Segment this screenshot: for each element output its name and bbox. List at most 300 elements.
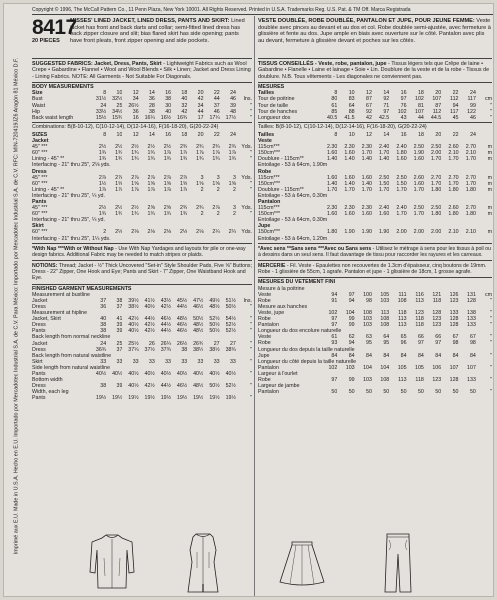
table-cell: 1.60 (344, 211, 355, 218)
table-cell: 84 (435, 352, 442, 359)
table-cell: 123 (432, 376, 442, 383)
table-cell: 133 (467, 322, 476, 329)
table-cell: 52½ (225, 322, 236, 329)
table-cell: 2.00 (430, 150, 442, 157)
row-label: Robe (258, 316, 271, 323)
row-label: Mesure aux hanches (258, 303, 308, 310)
table-row (32, 115, 252, 121)
table-row (258, 236, 492, 242)
table-cell: 1¾ (179, 211, 188, 218)
unit-cell: m (487, 205, 492, 212)
unit-cell: " (250, 346, 252, 353)
english-description (70, 18, 252, 44)
table-cell: 94 (348, 297, 355, 304)
table-cell: 38 (148, 108, 155, 115)
row-label: Pants (32, 328, 46, 335)
table-cell: 1.60 (344, 150, 355, 157)
row-label: Tour de taille (258, 102, 289, 109)
row-label: Entoilage - 53 à 64cm, 0.30m (258, 217, 328, 224)
table-cell: 1¾ (163, 156, 172, 163)
table-cell: 2 (200, 211, 204, 218)
row-label: 45" *** (32, 205, 48, 212)
table-cell: 40.5 (327, 114, 338, 121)
table-cell: 121 (432, 291, 442, 298)
table-cell: 92 (366, 108, 372, 115)
english-body-measurements (32, 83, 252, 123)
table-cell: 15¾ (112, 114, 123, 121)
table-cell: 118 (415, 322, 424, 329)
table-cell: 113 (415, 297, 424, 304)
table-cell: 12 (132, 131, 139, 138)
english-column (32, 16, 252, 402)
row-label: Longueur du dos encolure naturelle (258, 328, 342, 335)
table-cell: 2.50 (413, 205, 424, 212)
table-cell: 16¾ (177, 114, 188, 121)
table-cell: 2.10 (465, 150, 476, 157)
table-cell: 62 (348, 334, 355, 341)
table-cell: 2.70 (448, 174, 459, 181)
row-label: Robe (258, 168, 272, 175)
table-cell: 38 (181, 346, 188, 353)
table-cell: 47½ (193, 297, 204, 304)
table-cell: 44½ (160, 322, 172, 329)
table-cell: 97 (435, 340, 442, 347)
english-title: MISSES' LINED JACKET, LINED DRESS, PANTS AND SKIRT: (70, 18, 230, 24)
table-cell: 2⅞ (131, 174, 139, 181)
table-cell: 44½ (160, 383, 172, 390)
row-label: Pantalon (258, 364, 279, 371)
table-cell: 2.40 (379, 205, 390, 212)
table-cell: 87 (366, 96, 372, 103)
table-cell: 1⅝ (179, 180, 188, 187)
table-cell: 44 (197, 108, 204, 115)
table-cell: 1.70 (465, 180, 476, 187)
unit-cell: " (250, 180, 252, 187)
table-row (258, 389, 492, 395)
table-cell: 38¾ (225, 346, 236, 353)
table-cell: 1⅞ (196, 150, 204, 157)
table-cell: 104 (380, 364, 390, 371)
table-cell: 14 (148, 90, 155, 97)
table-cell: 19½ (112, 395, 123, 402)
table-cell: 1.60 (361, 174, 372, 181)
row-label: MESURES DU VÊTEMENT FINI (258, 279, 336, 286)
table-cell: 24 (230, 131, 236, 138)
table-cell: 16 (400, 131, 407, 138)
table-cell: 22 (452, 90, 459, 97)
french-desc-text: Veste doublée avec pinces au devant et au dos et col. Robe doublée semi-ajustée, avec fermeture à glissière et fente au dos. Jupe ample en biais avec ouverture sur le côté. Pantalon avec plis au devant, fermeture à glissière devant et poches sur les côtés. (258, 18, 491, 44)
row-label: Tailles (258, 90, 275, 97)
table-cell: 1.40 (327, 180, 338, 187)
row-label: Bottom width (32, 377, 63, 384)
row-label: Pants (32, 371, 46, 377)
row-label: Interfacing - 21" thru 25", 1¼ yds. (32, 235, 111, 242)
table-cell: 40½ (225, 371, 236, 377)
table-cell: 1.70 (379, 186, 390, 193)
table-cell: 116 (415, 291, 424, 298)
table-cell: 1⅞ (115, 186, 123, 193)
english-desc-text: Lined jacket has front and back darts and collar; semi-fitted lined dress has back zipper closure and slit; bias flared skirt has side opening; pants have front pleats, front zipper opening and side pockets. (70, 18, 245, 44)
table-cell: 40½ (209, 371, 220, 377)
table-cell: 24 (100, 102, 107, 109)
table-cell: 20 (435, 131, 442, 138)
unit-cell: cm (484, 96, 492, 103)
table-cell: 2¼ (228, 229, 236, 236)
table-cell: 50 (452, 389, 459, 396)
row-label: Pantalon (258, 199, 281, 206)
table-cell: 2⅛ (131, 229, 139, 236)
table-cell: 1.70 (361, 186, 372, 193)
table-cell: 26¼ (160, 340, 172, 347)
unit-cell: " (490, 322, 492, 329)
table-cell: 50 (348, 389, 355, 396)
table-cell: 2½ (131, 205, 139, 212)
table-cell: 1¾ (163, 211, 172, 218)
table-cell: 1.80 (448, 211, 459, 218)
table-cell: 2.40 (396, 144, 407, 151)
table-cell: 37½ (144, 346, 155, 353)
unit-cell: " (250, 340, 252, 347)
table-cell: 1.70 (379, 150, 390, 157)
table-cell: 107 (432, 96, 442, 103)
table-cell: 33 (100, 358, 107, 365)
table-cell: 97 (331, 316, 338, 323)
table-cell: 94 (348, 340, 355, 347)
table-cell: 2 (216, 186, 220, 193)
table-cell: 37¾ (160, 346, 172, 353)
french-fabrics-text: - Tissus légers tels que Crêpe de laine • Gabardine • Flanelle • Laine et lainage • Soie • Lin. Doublure de la veste et de la robe - Tissus de doublure. N.B. Tous vêtements - Les diagonales ne conviennent pas. (258, 61, 490, 80)
table-cell: 40½ (112, 371, 123, 377)
row-label: 115cm*** (258, 205, 280, 212)
english-combinations: Combinations: B(8-10-12), C(10-12-14), D(12-14-16), F(16-18-20), G(20-22-24) (32, 123, 219, 130)
table-cell: 1.80 (465, 211, 476, 218)
row-label: Robe (258, 297, 271, 304)
table-cell: 1.60 (413, 156, 424, 163)
table-cell: 1.60 (327, 174, 338, 181)
english-fabrics (32, 59, 252, 83)
row-label: 45" *** (32, 174, 48, 181)
table-cell: 65 (400, 334, 407, 341)
table-cell: 84 (417, 352, 424, 359)
table-cell: 50½ (193, 316, 204, 323)
dress-back-sketch-icon (180, 532, 226, 594)
table-cell: 19½ (95, 395, 107, 402)
table-cell: 44 (417, 114, 424, 121)
table-cell: 33 (148, 358, 155, 365)
table-cell: 10 (116, 131, 123, 138)
table-cell: 2.50 (430, 144, 442, 151)
table-cell: 2¾ (196, 205, 204, 212)
table-cell: 38 (116, 297, 123, 304)
row-label: FINISHED GARMENT MEASUREMENTS (32, 285, 132, 292)
table-cell: 94 (452, 102, 459, 109)
table-cell: 44.5 (430, 114, 442, 121)
table-cell: 63 (366, 334, 372, 341)
table-cell: 40½ (160, 371, 172, 377)
table-cell: 48½ (209, 303, 220, 310)
french-fabrics (258, 59, 492, 83)
table-cell: 10 (348, 131, 355, 138)
table-cell: 138 (467, 309, 476, 316)
table-cell: 39 (116, 328, 123, 335)
table-cell: 1¾ (228, 156, 236, 163)
row-label: Mesure à la poitrine (258, 285, 305, 292)
table-cell: 10 (348, 90, 355, 97)
table-cell: 28 (148, 102, 155, 109)
table-cell: 1¾ (131, 211, 139, 218)
table-cell: 52½ (209, 316, 220, 323)
unit-cell: " (490, 376, 492, 383)
pattern-envelope-back (3, 3, 494, 597)
skirt-sketch-icon (278, 532, 326, 594)
unit-cell: m (487, 211, 492, 218)
table-cell: 48½ (193, 383, 204, 390)
table-cell: 2.40 (379, 144, 390, 151)
row-label: Side length from natural waistline (32, 364, 111, 371)
row-label: Longueur du dos depuis la taille naturelle (258, 346, 355, 353)
row-label: Longueur dos (258, 114, 291, 121)
table-cell: 1¾ (115, 211, 123, 218)
table-cell: 2⅝ (163, 205, 172, 212)
table-cell: 2½ (98, 144, 107, 151)
table-cell: 19½ (209, 395, 220, 402)
row-label: 60" *** (32, 211, 48, 218)
table-cell: 14 (383, 131, 390, 138)
table-cell: 42½ (160, 303, 172, 310)
row-label: Pantalon (258, 322, 279, 329)
table-cell: 108 (380, 322, 390, 329)
table-cell: 20 (197, 90, 204, 97)
table-cell: 33 (165, 358, 172, 365)
unit-cell: " (490, 309, 492, 316)
unit-cell: " (250, 395, 252, 402)
table-cell: 2.50 (413, 144, 424, 151)
table-cell: 112 (450, 96, 459, 103)
table-cell: 64 (348, 102, 355, 109)
row-label: Dress (32, 322, 46, 329)
row-label: Jupe (258, 352, 270, 359)
pattern-header (32, 16, 252, 59)
table-cell: 1¾ (115, 150, 123, 157)
table-cell: 50 (383, 389, 390, 396)
table-cell: 41 (116, 316, 123, 323)
table-cell: 2.40 (396, 205, 407, 212)
table-cell: 2.10 (448, 229, 459, 236)
back-view-sketches (88, 532, 488, 594)
table-cell: 126 (449, 291, 459, 298)
french-notions (258, 261, 492, 278)
table-cell: 44 (213, 96, 220, 103)
row-label: Jacket (32, 340, 48, 347)
row-label: Measurement at bustline (32, 291, 91, 298)
table-cell: 91 (331, 297, 338, 304)
unit-cell: " (250, 102, 252, 109)
table-cell: 18 (417, 90, 424, 97)
table-cell: 8 (334, 131, 338, 138)
table-cell: 50½ (225, 303, 236, 310)
table-cell: 1.80 (465, 186, 476, 193)
table-cell: 108 (397, 297, 407, 304)
row-label: Veste (258, 291, 272, 298)
row-label: 150cm*** (258, 211, 281, 218)
table-cell: 37 (116, 303, 123, 310)
table-cell: 2¾ (179, 144, 188, 151)
french-notions-head: MERCERIE (258, 263, 286, 270)
table-cell: 31½ (95, 96, 107, 103)
row-label: 45" *** (32, 144, 48, 151)
table-cell: 48 (230, 108, 236, 115)
table-cell: 38½ (209, 346, 220, 353)
table-cell: 104 (363, 364, 372, 371)
column-divider (254, 16, 255, 596)
unit-cell: m (487, 150, 492, 157)
table-cell: 113 (380, 309, 390, 316)
table-cell: 2.00 (413, 229, 424, 236)
table-cell: 26 (148, 340, 155, 347)
table-cell: 42½ (144, 322, 155, 329)
row-label: Entoilage - 53 à 64cm, 1.20m (258, 235, 328, 242)
table-cell: 1⅝ (115, 180, 123, 187)
table-cell: 1.60 (327, 211, 338, 218)
unit-cell: " (490, 352, 492, 359)
table-cell: 2.70 (430, 174, 442, 181)
table-cell: 26¾ (193, 340, 204, 347)
table-cell: 2.70 (465, 205, 476, 212)
unit-cell: " (250, 303, 252, 310)
english-notions-head: NOTIONS: (32, 263, 58, 270)
table-cell: 46½ (160, 316, 172, 323)
row-label: 150cm*** (258, 180, 281, 187)
table-cell: 2.00 (430, 229, 442, 236)
table-cell: 39 (116, 322, 123, 329)
row-label: Pantalon (258, 389, 279, 396)
table-cell: 1¾ (98, 156, 107, 163)
table-cell: 97 (331, 376, 338, 383)
table-cell: 40½ (128, 328, 139, 335)
row-label: Veste (258, 334, 272, 341)
table-cell: 1.60 (361, 211, 372, 218)
table-cell: 46½ (176, 383, 188, 390)
table-cell: 95 (366, 340, 372, 347)
table-cell: 24 (470, 90, 476, 97)
table-cell: 1⅝ (131, 180, 139, 187)
row-label: 150cm*** (258, 150, 281, 157)
row-label: Tour de hanches (258, 108, 298, 115)
row-label: 60" *** (32, 229, 48, 236)
row-label: Dress (32, 168, 47, 175)
table-cell: 2.60 (448, 205, 459, 212)
table-cell: 32 (181, 102, 188, 109)
table-cell: 17¼ (209, 114, 220, 121)
english-fabrics-text: - Lightweight Fabrics such as Wool Crepe • Gabardine • Flannel • Wool and Wool Blends • Silk • Linen; Jacket and Dress Lining - Lining Fabrics. NOTE: All Garments - Not Suitable For Diagonals. (32, 61, 251, 80)
table-cell: 92 (383, 96, 390, 103)
unit-cell: " (490, 114, 492, 121)
row-label: Jupe (258, 223, 271, 230)
unit-cell: " (490, 297, 492, 304)
table-cell: 1.50 (379, 180, 390, 187)
table-cell: 2.60 (448, 144, 459, 151)
table-cell: 2⅝ (147, 205, 155, 212)
table-cell: 2.30 (361, 205, 372, 212)
unit-cell: cm (484, 291, 492, 298)
row-label: Dress (32, 383, 46, 390)
table-cell: 1⅞ (179, 186, 188, 193)
row-label: Entoilage - 53 à 64cm, 0.30m (258, 192, 328, 199)
unit-cell: " (250, 358, 252, 365)
table-cell: 103 (380, 297, 390, 304)
table-cell: 112 (432, 108, 442, 115)
row-label: Entoilage - 53 à 64cm, 1.90m (258, 162, 328, 169)
table-cell: 1⅞ (179, 150, 188, 157)
table-cell: 1¾ (131, 150, 139, 157)
table-cell: 19½ (144, 395, 155, 402)
french-nap-head: *Avec sens **Sans sens ***Avec ou Sans sens (258, 245, 372, 252)
table-cell: 14 (383, 90, 390, 97)
table-cell: 1.40 (361, 156, 372, 163)
table-cell: 17 (197, 114, 204, 121)
table-cell: 48½ (193, 328, 204, 335)
table-cell: 108 (363, 309, 372, 316)
table-cell: 2½ (115, 205, 123, 212)
english-notions (32, 261, 252, 285)
table-cell: 2.50 (396, 174, 407, 181)
table-cell: 85 (331, 108, 338, 115)
table-cell: 2½ (115, 144, 123, 151)
table-cell: 33 (197, 358, 204, 365)
row-label: Width, each leg (32, 389, 69, 396)
table-cell: 2.30 (344, 205, 355, 212)
table-cell: 108 (380, 316, 390, 323)
table-cell: 8 (103, 131, 107, 138)
table-cell: 12 (132, 90, 139, 97)
english-nap-head: *With Nap ***With or Without Nap (32, 245, 114, 252)
table-cell: 1.80 (430, 211, 442, 218)
table-cell: 1⅝ (147, 180, 155, 187)
table-cell: 1.90 (344, 229, 355, 236)
table-cell: 38¼ (193, 346, 204, 353)
table-cell: 40½ (128, 322, 139, 329)
pattern-number: 8417 (32, 16, 77, 39)
table-cell: 27 (229, 340, 236, 347)
table-cell: 2 (233, 211, 236, 218)
table-cell: 1.80 (396, 150, 407, 157)
table-cell: 20 (197, 131, 204, 138)
table-cell: 25 (116, 340, 123, 347)
table-cell: 1¾ (115, 156, 123, 163)
table-cell: 2 (200, 186, 204, 193)
table-cell: 19½ (225, 395, 236, 402)
table-cell: 19½ (193, 395, 204, 402)
row-label: Largeur de jambe (258, 383, 300, 390)
table-cell: 24 (230, 90, 236, 97)
table-cell: 1.70 (327, 186, 338, 193)
table-cell: 2½ (98, 205, 107, 212)
table-cell: 10 (116, 90, 123, 97)
unit-cell: " (250, 316, 252, 323)
table-cell: 2½ (131, 144, 139, 151)
table-cell: 36 (132, 108, 139, 115)
table-cell: 1.60 (344, 174, 355, 181)
table-cell: 42 (181, 108, 188, 115)
table-cell: 97 (383, 108, 390, 115)
table-cell: 37¼ (128, 346, 139, 353)
row-label: Lining - 45" ** (32, 186, 65, 193)
table-cell: 49½ (209, 297, 220, 304)
table-cell: 98 (452, 340, 459, 347)
table-cell: 98 (366, 297, 372, 304)
jacket-back-sketch-icon (88, 532, 136, 594)
table-cell: 46 (230, 96, 236, 103)
